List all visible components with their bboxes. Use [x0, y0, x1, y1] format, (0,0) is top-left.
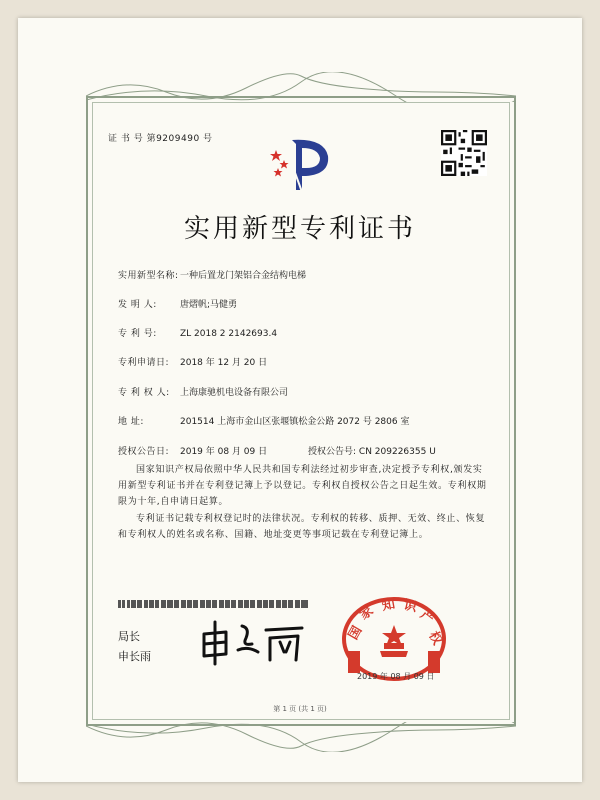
svg-text:产: 产	[417, 607, 437, 628]
cnipa-logo-icon	[262, 134, 338, 194]
field-address	[118, 414, 409, 427]
field-value: 201514 上海市金山区张堰镇松金公路 2072 号 2806 室	[180, 417, 410, 427]
certificate-number: 证 书 号 第9209490 号	[108, 134, 213, 144]
svg-text:识: 识	[402, 597, 419, 616]
svg-text:家: 家	[357, 603, 377, 623]
top-ornament	[86, 72, 516, 102]
certificate-title: 实用新型专利证书	[183, 214, 416, 244]
handwritten-signature	[198, 616, 308, 666]
field-label: 专 利 权 人:	[118, 388, 170, 398]
bottom-ornament	[86, 722, 516, 752]
barcode-strip	[118, 600, 308, 608]
body-paragraph-2: 专利证书记载专利权登记时的法律状况。专利权的转移、质押、无效、终止、恢复和专利权人的姓名或名称、国籍、地址变更等事项记载在专利登记簿上。	[118, 514, 486, 540]
svg-text:权: 权	[425, 629, 445, 648]
field-value: 一种后置龙门架铝合金结构电梯	[180, 271, 307, 281]
field-value: ZL 2018 2 2142693.4	[180, 329, 278, 339]
page-number: 第 1 页 (共 1 页)	[273, 705, 327, 713]
svg-text:知: 知	[380, 596, 397, 614]
field-announcement-date	[118, 444, 267, 457]
field-label: 专 利 号:	[118, 329, 157, 339]
qr-code-icon	[441, 130, 487, 176]
field-label: 专利申请日:	[118, 358, 170, 368]
field-value: 2018 年 12 月 20 日	[180, 358, 268, 368]
field-label: 实用新型名称:	[118, 271, 179, 281]
field-application-date	[118, 355, 267, 368]
field-label: 授权公告号:	[308, 447, 357, 457]
field-inventor	[118, 297, 237, 310]
svg-text:国: 国	[345, 623, 366, 643]
field-value: CN 209226355 U	[358, 447, 436, 457]
field-value: 2019 年 08 月 09 日	[180, 447, 268, 457]
field-patent-number	[118, 326, 277, 339]
field-label: 地 址:	[118, 417, 144, 427]
director-title: 局长	[118, 630, 140, 643]
field-value: 上海康驰机电设备有限公司	[180, 388, 289, 398]
official-seal-stamp	[340, 595, 448, 683]
field-utility-model-name	[118, 268, 306, 281]
field-label: 发 明 人:	[118, 300, 157, 310]
field-value: 唐熠帆;马健勇	[180, 300, 238, 310]
field-announcement-number	[308, 444, 436, 457]
field-label: 授权公告日:	[118, 447, 170, 457]
seal-date: 2019 年 08 月 09 日	[357, 672, 435, 681]
director-name: 申长雨	[118, 650, 151, 663]
field-patentee	[118, 385, 288, 398]
body-paragraph-1: 国家知识产权局依照中华人民共和国专利法经过初步审查,决定授予专利权,颁发实用新型专利证书并在专利登记簿上予以登记。专利权自授权公告之日起生效。专利权期限为十年,自申请日起算。	[118, 465, 487, 507]
